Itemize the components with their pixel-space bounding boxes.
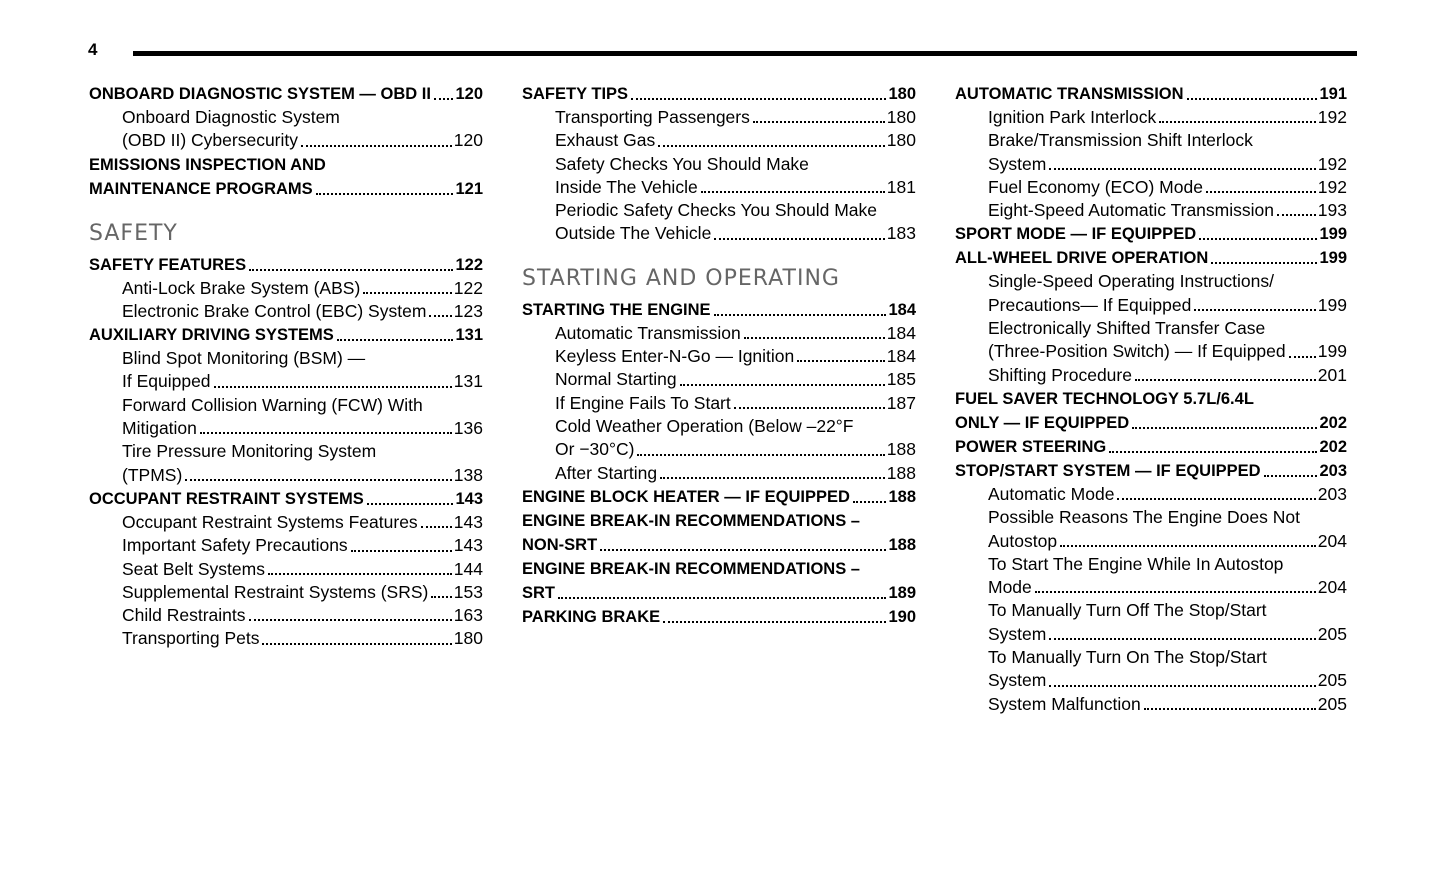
toc-entry-sub[interactable] <box>89 534 483 557</box>
toc-page-number: 153 <box>453 581 483 602</box>
toc-page-number: 204 <box>1317 530 1347 551</box>
toc-entry-sub[interactable] <box>955 530 1347 553</box>
toc-entry-title: Precautions— If Equipped <box>988 294 1192 315</box>
dot-leader <box>337 338 454 341</box>
toc-entry-sub[interactable] <box>522 368 916 391</box>
section-heading: SAFETY <box>89 220 178 246</box>
toc-entry-title: Child Restraints <box>122 605 246 626</box>
toc-page-number: 199 <box>1317 294 1347 315</box>
toc-entry-sub[interactable] <box>955 693 1347 716</box>
toc-entry-title: STARTING THE ENGINE <box>522 300 711 319</box>
toc-column-2 <box>522 82 916 629</box>
toc-entry-title: SRT <box>522 583 555 602</box>
dot-leader <box>680 383 885 386</box>
toc-entry-sub <box>89 440 483 463</box>
toc-page-number: 180 <box>886 107 916 127</box>
toc-entry-title: Single-Speed Operating Instructions/ <box>988 271 1274 292</box>
toc-entry-main[interactable] <box>89 177 483 201</box>
toc-entry-sub[interactable] <box>522 129 916 152</box>
toc-entry-sub <box>89 106 483 129</box>
toc-entry-title: After Starting <box>555 462 658 483</box>
toc-page-number: 143 <box>453 511 483 532</box>
toc-entry-sub <box>955 129 1347 152</box>
toc-entry-title: Tire Pressure Monitoring System <box>122 441 377 462</box>
toc-entry-sub[interactable] <box>955 576 1347 599</box>
toc-entry-title: EMISSIONS INSPECTION AND <box>89 155 326 174</box>
toc-entry-title: To Manually Turn Off The Stop/Start <box>988 600 1267 621</box>
dot-leader <box>1135 378 1316 381</box>
dot-leader <box>714 313 887 316</box>
toc-page-number: 188 <box>888 535 916 554</box>
dot-leader <box>434 97 454 100</box>
toc-entry-title: (Three-Position Switch) — If Equipped <box>988 341 1286 362</box>
toc-page-number: 205 <box>1317 623 1347 644</box>
toc-entry-title: To Start The Engine While In Autostop <box>988 553 1284 574</box>
toc-page-number: 138 <box>453 464 483 485</box>
toc-entry-main[interactable] <box>89 487 483 511</box>
toc-entry-title: Transporting Pets <box>122 628 260 649</box>
toc-entry-sub[interactable] <box>522 222 916 245</box>
dot-leader <box>663 620 886 623</box>
toc-page-number: 120 <box>453 130 483 151</box>
toc-page-number: 163 <box>453 605 483 626</box>
toc-entry-title: ENGINE BLOCK HEATER — IF EQUIPPED <box>522 487 850 506</box>
toc-entry-main[interactable] <box>955 411 1347 435</box>
dot-leader <box>421 525 452 528</box>
toc-entry-sub <box>522 199 916 222</box>
toc-entry-title: System <box>988 670 1047 691</box>
toc-page-number: 123 <box>453 300 483 321</box>
toc-entry-title: MAINTENANCE PROGRAMS <box>89 179 313 198</box>
dot-leader <box>637 453 884 456</box>
toc-entry-title: Keyless Enter-N-Go — Ignition <box>555 346 795 367</box>
toc-entry-title: SPORT MODE — IF EQUIPPED <box>955 225 1197 244</box>
toc-page-number: 204 <box>1317 577 1347 598</box>
toc-entry-title: Eight-Speed Automatic Transmission <box>988 200 1274 221</box>
dot-leader <box>1289 355 1316 358</box>
toc-entry-main[interactable] <box>955 222 1347 246</box>
toc-entry-sub[interactable] <box>89 277 483 300</box>
dot-leader <box>301 144 452 147</box>
toc-page-number: 190 <box>888 607 916 626</box>
dot-leader <box>1187 97 1318 100</box>
toc-entry-title: ONBOARD DIAGNOSTIC SYSTEM — OBD II <box>89 85 431 103</box>
toc-page-number: 199 <box>1319 249 1347 268</box>
dot-leader <box>753 120 885 123</box>
toc-entry-sub[interactable] <box>89 417 483 440</box>
toc-page-number: 122 <box>455 255 483 274</box>
dot-leader <box>249 618 452 621</box>
toc-entry-title: Electronically Shifted Transfer Case <box>988 318 1266 339</box>
dot-leader <box>1211 261 1317 264</box>
toc-entry-main[interactable] <box>89 253 483 277</box>
toc-entry-title: Ignition Park Interlock <box>988 107 1157 127</box>
toc-page-number: 121 <box>455 179 483 198</box>
toc-entry-main[interactable] <box>522 581 916 605</box>
toc-entry-main[interactable] <box>522 82 916 106</box>
toc-page-number: 205 <box>1317 670 1347 691</box>
toc-page-number: 201 <box>1317 364 1347 385</box>
toc-entry-title: Automatic Mode <box>988 483 1115 504</box>
toc-entry-title: Important Safety Precautions <box>122 535 348 556</box>
toc-entry-title: Inside The Vehicle <box>555 176 698 197</box>
toc-entry-sub[interactable] <box>522 106 916 129</box>
toc-entry-title: NON-SRT <box>522 535 598 554</box>
toc-entry-main[interactable] <box>955 246 1347 270</box>
toc-entry-title: FUEL SAVER TECHNOLOGY 5.7L/6.4L <box>955 389 1254 408</box>
toc-page-number: 188 <box>886 462 916 483</box>
toc-entry-title: Electronic Brake Control (EBC) System <box>122 300 427 321</box>
toc-entry-title: Automatic Transmission <box>555 322 741 343</box>
toc-entry-main[interactable] <box>522 605 916 629</box>
toc-entry-main <box>955 387 1347 411</box>
toc-entry-sub[interactable] <box>955 364 1347 387</box>
dot-leader <box>1060 544 1316 547</box>
dot-leader <box>1049 684 1315 687</box>
toc-page-number: 136 <box>453 418 483 439</box>
toc-entry-sub[interactable] <box>522 345 916 368</box>
toc-page-number: 192 <box>1317 176 1347 197</box>
toc-page-number: 187 <box>886 392 916 413</box>
toc-entry-title: ENGINE BREAK-IN RECOMMENDATIONS – <box>522 511 860 530</box>
toc-entry-sub[interactable] <box>522 176 916 199</box>
toc-entry-title: Autostop <box>988 530 1058 551</box>
dot-leader <box>1109 450 1317 453</box>
dot-leader <box>1049 167 1315 170</box>
toc-page-number: 202 <box>1319 437 1347 456</box>
toc-page-number: 188 <box>886 439 916 460</box>
toc-entry-title: Possible Reasons The Engine Does Not <box>988 507 1300 528</box>
toc-entry-sub[interactable] <box>955 669 1347 692</box>
toc-entry-main[interactable] <box>522 298 916 322</box>
section-heading: STARTING AND OPERATING <box>522 265 840 291</box>
dot-leader <box>1194 308 1315 311</box>
toc-entry-sub[interactable] <box>955 483 1347 506</box>
toc-entry-sub[interactable] <box>955 106 1347 129</box>
toc-entry-sub[interactable] <box>522 462 916 485</box>
toc-page-number: 199 <box>1317 341 1347 362</box>
toc-entry-title: Cold Weather Operation (Below –22°F <box>555 415 854 436</box>
toc-entry-sub[interactable] <box>955 199 1347 222</box>
toc-entry-title: If Engine Fails To Start <box>555 392 731 413</box>
toc-entry-title: System <box>988 623 1047 644</box>
dot-leader <box>200 431 452 434</box>
toc-entry-sub[interactable] <box>955 340 1347 363</box>
toc-entry-main[interactable] <box>955 82 1347 106</box>
page-number: 4 <box>88 40 98 59</box>
toc-entry-sub <box>89 394 483 417</box>
toc-column-1 <box>89 82 483 651</box>
dot-leader <box>1277 213 1316 216</box>
toc-page-number: 143 <box>453 535 483 556</box>
dot-leader <box>316 192 454 195</box>
dot-leader <box>660 476 885 479</box>
toc-entry-sub[interactable] <box>522 438 916 461</box>
toc-page-number: 191 <box>1319 85 1347 103</box>
toc-page-number: 185 <box>886 369 916 390</box>
dot-leader <box>367 502 454 505</box>
toc-entry-sub[interactable] <box>89 558 483 581</box>
toc-page-number: 205 <box>1317 693 1347 714</box>
dot-leader <box>363 291 452 294</box>
toc-entry-sub[interactable] <box>955 294 1347 317</box>
toc-entry-title: System <box>988 153 1047 174</box>
toc-entry-main[interactable] <box>522 485 916 509</box>
dot-leader <box>1117 497 1315 500</box>
toc-column-3 <box>955 82 1347 716</box>
dot-leader <box>600 548 886 551</box>
toc-entry-title: Brake/Transmission Shift Interlock <box>988 130 1253 151</box>
toc-page-number: 180 <box>886 130 916 151</box>
toc-entry-title: Forward Collision Warning (FCW) With <box>122 394 423 415</box>
toc-page-number: 193 <box>1317 200 1347 221</box>
toc-entry-title: Mode <box>988 577 1032 598</box>
toc-entry-title: (TPMS) <box>122 464 183 485</box>
toc-entry-title: ONLY — IF EQUIPPED <box>955 413 1130 432</box>
toc-entry-main[interactable] <box>955 435 1347 459</box>
toc-page-number: 131 <box>453 371 483 392</box>
dot-leader <box>185 478 452 481</box>
toc-entry-title: System Malfunction <box>988 693 1141 714</box>
toc-entry-sub[interactable] <box>955 176 1347 199</box>
toc-entry-title: AUTOMATIC TRANSMISSION <box>955 85 1184 103</box>
toc-page-number: 199 <box>1319 225 1347 244</box>
toc-entry-title: OCCUPANT RESTRAINT SYSTEMS <box>89 489 364 508</box>
toc-entry-sub <box>522 153 916 176</box>
toc-entry-title: To Manually Turn On The Stop/Start <box>988 647 1267 668</box>
dot-leader <box>431 595 451 598</box>
toc-entry-title: Blind Spot Monitoring (BSM) — <box>122 348 366 369</box>
toc-entry-main[interactable] <box>522 533 916 557</box>
dot-leader <box>853 500 887 503</box>
toc-entry-sub <box>955 553 1347 576</box>
toc-entry-sub <box>89 347 483 370</box>
dot-leader <box>214 385 452 388</box>
dot-leader <box>1206 190 1316 193</box>
toc-page-number: 202 <box>1319 413 1347 432</box>
toc-entry-sub[interactable] <box>955 623 1347 646</box>
toc-entry-title: Occupant Restraint Systems Features <box>122 511 418 532</box>
dot-leader <box>262 642 451 645</box>
toc-entry-sub[interactable] <box>89 627 483 650</box>
toc-entry-main <box>89 153 483 177</box>
toc-entry-main[interactable] <box>89 82 483 106</box>
toc-page-number: 188 <box>888 487 916 506</box>
toc-page-number: 184 <box>888 300 916 319</box>
toc-page-number: 192 <box>1317 153 1347 174</box>
dot-leader <box>1159 120 1316 123</box>
toc-page-number: 131 <box>455 326 483 345</box>
dot-leader <box>734 406 885 409</box>
toc-entry-sub[interactable] <box>955 153 1347 176</box>
toc-entry-title: (OBD II) Cybersecurity <box>122 130 298 151</box>
toc-page-number: 203 <box>1317 483 1347 504</box>
toc-page-number: 122 <box>453 277 483 298</box>
dot-leader <box>1264 474 1318 477</box>
dot-leader <box>658 144 885 147</box>
toc-entry-main[interactable] <box>955 459 1347 483</box>
toc-entry-sub <box>955 317 1347 340</box>
toc-entry-title: Exhaust Gas <box>555 130 656 151</box>
toc-page-number: 192 <box>1317 107 1347 127</box>
toc-entry-title: SAFETY FEATURES <box>89 255 247 274</box>
toc-entry-sub <box>522 415 916 438</box>
toc-entry-sub <box>955 599 1347 622</box>
toc-page-number: 180 <box>888 85 916 103</box>
dot-leader <box>1144 707 1316 710</box>
toc-entry-sub[interactable] <box>522 322 916 345</box>
dot-leader <box>558 596 886 599</box>
toc-entry-title: If Equipped <box>122 371 211 392</box>
toc-entry-title: Periodic Safety Checks You Should Make <box>555 200 877 221</box>
toc-entry-sub <box>955 646 1347 669</box>
toc-page-number: 144 <box>453 558 483 579</box>
toc-entry-sub[interactable] <box>89 581 483 604</box>
toc-entry-title: ALL-WHEEL DRIVE OPERATION <box>955 249 1209 268</box>
dot-leader <box>1199 237 1317 240</box>
dot-leader <box>268 572 452 575</box>
toc-page-number: 181 <box>886 176 916 197</box>
dot-leader <box>701 190 885 193</box>
toc-entry-main <box>522 557 916 581</box>
toc-entry-title: POWER STEERING <box>955 437 1107 456</box>
toc-entry-title: Seat Belt Systems <box>122 558 265 579</box>
dot-leader <box>1049 637 1315 640</box>
toc-entry-title: Shifting Procedure <box>988 364 1132 385</box>
dot-leader <box>744 336 885 339</box>
toc-page-number: 180 <box>453 628 483 649</box>
toc-entry-title: STOP/START SYSTEM — IF EQUIPPED <box>955 461 1261 480</box>
dot-leader <box>1132 426 1317 429</box>
toc-entry-title: Supplemental Restraint Systems (SRS) <box>122 581 429 602</box>
dot-leader <box>714 237 884 240</box>
toc-entry-title: Fuel Economy (ECO) Mode <box>988 176 1203 197</box>
toc-entry-title: Or −30°C) <box>555 439 635 460</box>
dot-leader <box>429 314 451 317</box>
toc-entry-sub[interactable] <box>89 511 483 534</box>
toc-page-number: 120 <box>455 85 483 103</box>
toc-entry-title: Transporting Passengers <box>555 107 750 127</box>
toc-entry-title: Onboard Diagnostic System <box>122 107 340 127</box>
dot-leader <box>249 268 453 271</box>
toc-entry-title: AUXILIARY DRIVING SYSTEMS <box>89 326 334 345</box>
toc-entry-title: Mitigation <box>122 418 197 439</box>
dot-leader <box>631 97 886 100</box>
toc-entry-sub[interactable] <box>89 370 483 393</box>
toc-page-number: 189 <box>888 583 916 602</box>
header-rule <box>133 51 1357 56</box>
toc-entry-sub <box>955 506 1347 529</box>
toc-entry-sub <box>955 270 1347 293</box>
toc-page-number: 143 <box>455 489 483 508</box>
toc-entry-title: SAFETY TIPS <box>522 85 629 103</box>
toc-entry-title: Anti-Lock Brake System (ABS) <box>122 277 361 298</box>
dot-leader <box>797 359 885 362</box>
toc-page-number: 184 <box>886 322 916 343</box>
toc-entry-title: Outside The Vehicle <box>555 223 712 244</box>
dot-leader <box>1035 590 1316 593</box>
toc-entry-sub[interactable] <box>89 464 483 487</box>
toc-entry-title: Safety Checks You Should Make <box>555 153 809 174</box>
toc-entry-title: Normal Starting <box>555 369 677 390</box>
toc-entry-sub[interactable] <box>89 129 483 152</box>
toc-entry-title: PARKING BRAKE <box>522 607 661 626</box>
toc-page-number: 183 <box>886 223 916 244</box>
toc-page-number: 203 <box>1319 461 1347 480</box>
toc-page-number: 184 <box>886 346 916 367</box>
toc-entry-sub[interactable] <box>522 392 916 415</box>
toc-entry-sub[interactable] <box>89 604 483 627</box>
toc-entry-main[interactable] <box>89 323 483 347</box>
toc-entry-main <box>522 509 916 533</box>
toc-entry-sub[interactable] <box>89 300 483 323</box>
toc-entry-title: ENGINE BREAK-IN RECOMMENDATIONS – <box>522 559 860 578</box>
dot-leader <box>351 549 452 552</box>
